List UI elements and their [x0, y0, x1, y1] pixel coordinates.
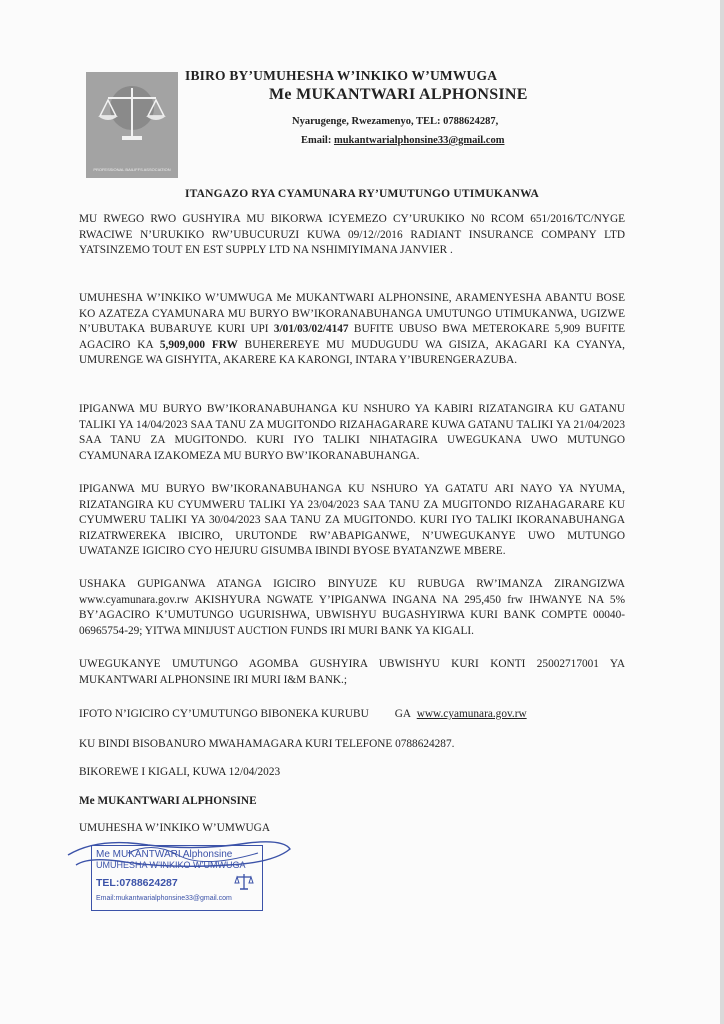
page-edge	[720, 0, 724, 1024]
announcement-part-3: BUHEREREYE MU MUDUGUDU WA GISIZA, AKAGARI KA CYANYA, UMURENGE WA GISHYITA, AKARERE KA KARONGI, INTARA Y’IBURENGERAZUBA.	[79, 338, 625, 367]
phone-line: KU BINDI BISOBANURO MWAHAMAGARA KURI TELEFONE 0788624287.	[79, 738, 455, 750]
stamp-role: UMUHESHA W’INKIKO W’UMWUGA	[96, 860, 246, 870]
announcement-part-2: BUFITE UBUSO BWA METEROKARE 5,909 BUFITE AGACIRO KA	[79, 323, 626, 351]
email-label: Email:	[301, 135, 334, 146]
upi-number: 3/01/03/02/4147	[273, 323, 349, 336]
office-title: IBIRO BY’UMUHESHA W’INKIKO W’UMWUGA	[185, 68, 498, 83]
announcement-part-1: UMUHESHA W’INKIKO W’UMWUGA Me MUKANTWARI ALPHONSINE, ARAMENYESHA ABANTU BOSE KO AZATEZA CYAMUNARA MU BURYO BW’IKORANABUHANGA UMUTUNGO UTIMUKANWA, UGIZWE N’UBUTAKA BUBARUYE KURI UPI	[79, 292, 625, 336]
logo-caption: PROFESSIONAL BAILIFFS ASSOCIATION	[93, 167, 171, 172]
scales-of-justice-icon	[86, 72, 178, 178]
date-line: BIKOREWE I KIGALI, KUWA 12/04/2023	[79, 766, 281, 778]
third-auction-paragraph: IPIGANWA MU BURYO BW’IKORANABUHANGA KU NSHURO YA GATATU ARI NAYO YA NYUMA, RIZATANGIRA KU CYUMWERU TALIKI YA 23/04/2023 SAA TANU ZA MUGITONDO RIZAHAGARARE KU CYUMWERU TALIKI YA 30/04/2023 SAA TANU ZA MUGITONDO. KURI IYO TALIKI IKORANABUHANGA RIZATRWEREKA IBICIRO, URUTONDE RW’ABAPIGANWE, N’UWEGUKANYE UWO MUTUNGO UWATANZE IGICIRO CYO HEJURU GISUMBA IBINDI BYOSE BYATANZWE MBERE.	[79, 483, 625, 558]
official-stamp	[91, 845, 263, 911]
stamp-name: Me MUKANTWARI Alphonsine	[96, 849, 233, 860]
property-value: 5,909,000 FRW	[159, 338, 238, 351]
signature-name: Me MUKANTWARI ALPHONSINE	[79, 795, 257, 807]
auction-website-link[interactable]: www.cyamunara.gov.rw	[416, 708, 527, 720]
announcement-paragraph	[79, 291, 625, 369]
photo-line-ga: GA	[394, 708, 412, 720]
bidding-paragraph: USHAKA GUPIGANWA ATANGA IGICIRO BINYUZE KU RUBUGA RW’IMANZA ZIRANGIZWA www.cyamunara.gov.rw AKISHYURA NGWATE Y’IPIGANWA INGANA NA 295,450 frw IHWANYE NA 5% BY’AGACIRO K’UMUTUNGO UGURISHWA, UBWISHYU BUGASHYIRWA KURI BANK COMPTE 00040-06965754-29; YITWA MINIJUST AUCTION FUNDS IRI MURI BANK YA KIGALI.	[79, 578, 625, 637]
court-decision-paragraph: MU RWEGO RWO GUSHYIRA MU BIKORWA ICYEMEZO CY’URUKIKO N0 RCOM 651/2016/TC/NYGE RWACIWE N’URUKIKO RW’UBUCURUZI KUWA 09/12//2016 RADIANT INSURANCE COMPANY LTD YATSINZEMO TOUT EN EST SUPPLY LTD NA NSHIMIYIMANA JANVIER .	[79, 213, 625, 257]
office-email	[301, 135, 504, 146]
stamp-email: Email:mukantwarialphonsine33@gmail.com	[96, 895, 232, 902]
signature-role: UMUHESHA W’INKIKO W’UMWUGA	[79, 822, 270, 834]
association-logo	[86, 72, 178, 178]
notice-title: ITANGAZO RYA CYAMUNARA RY’UMUTUNGO UTIMUKANWA	[184, 188, 540, 200]
stamp-phone: TEL:0788624287	[96, 877, 178, 889]
bailiff-name: Me MUKANTWARI ALPHONSINE	[269, 86, 528, 103]
payment-paragraph: UWEGUKANYE UMUTUNGO AGOMBA GUSHYIRA UBWISHYU KURI KONTI 25002717001 YA MUKANTWARI ALPHONSINE IRI MURI I&M BANK.;	[79, 658, 625, 686]
second-auction-paragraph: IPIGANWA MU BURYO BW’IKORANABUHANGA KU NSHURO YA KABIRI RIZATANGIRA KU GATANU TALIKI YA 14/04/2023 SAA TANU ZA MUGITONDO RIZAHAGARARE KUWA GATANU TALIKI YA 21/04/2023 SAA TANU ZA MUGITONDO. KURI IYO TALIKI NIHATAGIRA UWEGUKANA UWO MUTUNGO CYAMUNARA IZAKOMEZA MU BURYO BW’IKORANABUHANGA.	[79, 403, 625, 462]
office-address: Nyarugenge, Rwezamenyo, TEL: 0788624287,	[292, 116, 499, 127]
photo-line	[79, 707, 527, 722]
email-address: mukantwarialphonsine33@gmail.com	[333, 135, 505, 146]
scales-of-justice-icon	[234, 873, 254, 891]
photo-line-text: IFOTO N’IGICIRO CY’UMUTUNGO BIBONEKA KURUBU	[79, 708, 369, 720]
